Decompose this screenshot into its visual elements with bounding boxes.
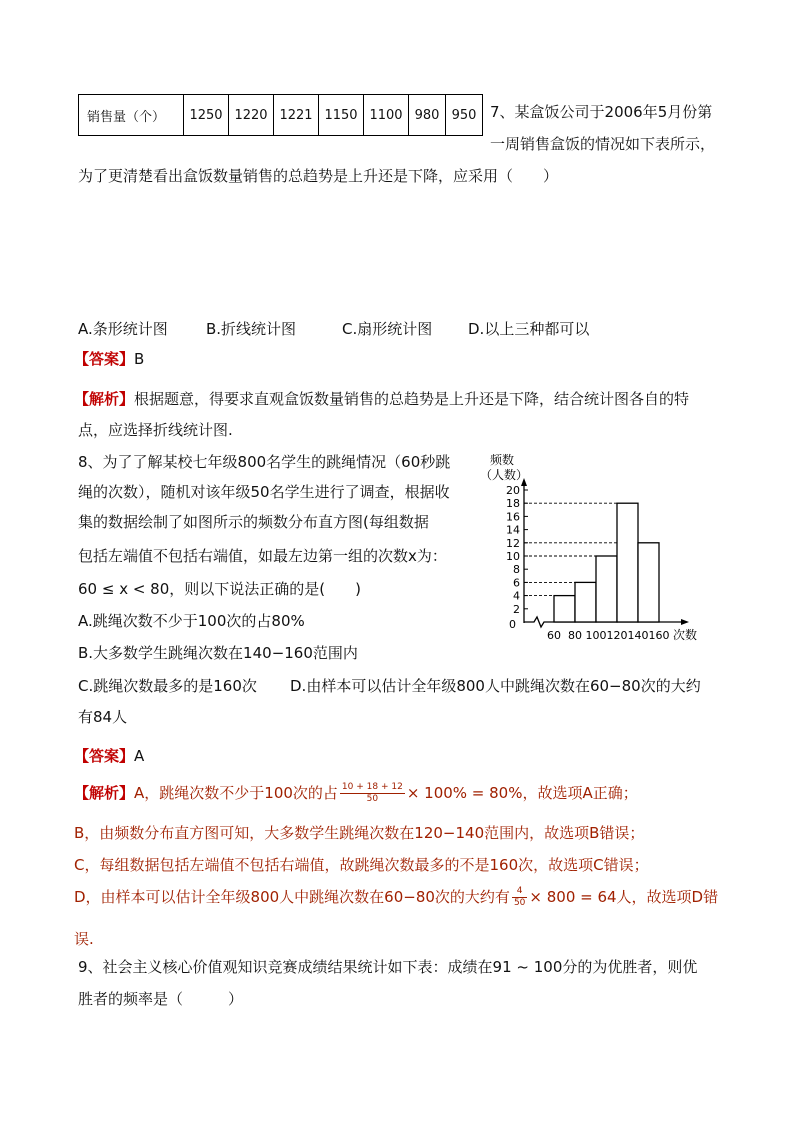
q8-line: 包括左端值不包括右端值，如最左边第一组的次数x为： [78, 547, 447, 565]
table-cell: 980 [409, 95, 446, 136]
x-axis-arrow [681, 619, 689, 625]
answer-value: A [134, 747, 145, 765]
fraction-numerator: 10 + 18 + 12 [341, 782, 403, 792]
q7-option-d: D.以上三种都可以 [468, 320, 590, 338]
q8-line: 集的数据绘制了如图所示的频数分布直方图(每组数据 [78, 513, 429, 531]
analysis-text: × 100% = 80%，故选项A正确； [406, 784, 638, 802]
origin-label: 0 [509, 618, 516, 631]
x-tick-label: 60 [547, 629, 561, 642]
histogram-bar [596, 556, 617, 622]
q8-analysis-a [74, 782, 638, 805]
table-cell: 1221 [274, 95, 319, 136]
fraction [512, 886, 527, 909]
y-tick-label: 4 [513, 589, 520, 603]
analysis-text: D，由样本可以估计全年级800人中跳绳次数在60−80次的大约有 [74, 888, 510, 906]
table-cell: 1250 [184, 95, 229, 136]
q8-answer [74, 745, 144, 766]
sales-table [78, 94, 483, 136]
histogram-bar [638, 543, 659, 622]
answer-value: B [134, 350, 145, 368]
y-tick-label: 12 [506, 536, 520, 550]
x-tick-label: 140 [627, 629, 649, 642]
q9-line2: 胜者的频率是（ ） [78, 990, 244, 1008]
y-tick-label: 14 [506, 523, 520, 537]
y-tick-label: 2 [513, 602, 520, 616]
y-tick-label: 6 [513, 576, 520, 590]
q7-line3: 为了更清楚看出盒饭数量销售的总趋势是上升还是下降，应采用（ ） [78, 167, 559, 185]
q8-line: 60 ≤ x < 80，则以下说法正确的是( ) [78, 580, 361, 598]
histogram-bar [617, 503, 638, 622]
x-tick-label: 100 [585, 629, 607, 642]
q7-answer [74, 348, 144, 369]
fraction-denominator: 50 [366, 794, 379, 804]
table-cell: 1220 [229, 95, 274, 136]
q8-option-c: C.跳绳次数最多的是160次 [78, 677, 257, 695]
analysis-text: × 800 = 64人，故选项D错 [529, 888, 719, 906]
analysis-label: 【解析】 [74, 390, 135, 408]
q8-analysis-c: C，每组数据包括左端值不包括右端值，故跳绳次数最多的不是160次，故选项C错误； [74, 856, 649, 874]
y-tick-label: 20 [506, 484, 520, 497]
q8-analysis-d-cont: 误. [74, 930, 94, 948]
q7-option-a: A.条形统计图 [78, 320, 168, 338]
table-header-cell: 销售量（个） [79, 95, 184, 136]
q7-analysis-line2: 点，应选择折线统计图. [78, 421, 233, 439]
q8-option-b: B.大多数学生跳绳次数在140−160范围内 [78, 644, 358, 662]
q7-line1: 7、某盒饭公司于2006年5月份第 [490, 103, 713, 121]
table-cell: 1100 [364, 95, 409, 136]
q7-option-b: B.折线统计图 [206, 320, 297, 338]
table-cell: 950 [446, 95, 483, 136]
q8-option-d: D.由样本可以估计全年级800人中跳绳次数在60−80次的大约 [290, 677, 701, 695]
frequency-histogram [472, 452, 722, 642]
analysis-label: 【解析】 [74, 784, 135, 802]
fraction [340, 782, 405, 805]
q9-line1: 9、社会主义核心价值观知识竞赛成绩结果统计如下表：成绩在91 ~ 100分的为优胜者，则优 [78, 958, 698, 976]
analysis-text: 根据题意，得要求直观盒饭数量销售的总趋势是上升还是下降，结合统计图各自的特 [134, 390, 690, 408]
fraction-numerator: 4 [512, 886, 527, 898]
answer-label: 【答案】 [74, 350, 135, 368]
table-cell: 1150 [319, 95, 364, 136]
x-axis-label: 次数 [673, 628, 698, 642]
q7-option-c: C.扇形统计图 [342, 320, 433, 338]
x-tick-label: 160 [648, 629, 670, 642]
q8-line: 8、为了了解某校七年级800名学生的跳绳情况（60秒跳 [78, 453, 451, 471]
answer-label: 【答案】 [74, 747, 135, 765]
q8-line: 绳的次数），随机对该年级50名学生进行了调查，根据收 [78, 483, 450, 501]
x-tick-label: 80 [568, 629, 582, 642]
y-axis-label-unit: （人数） [480, 468, 529, 482]
histogram-bar [554, 596, 575, 622]
x-tick-label: 120 [606, 629, 628, 642]
analysis-text: A，跳绳次数不少于100次的占 [134, 784, 338, 802]
y-axis-label: 频数 [490, 453, 515, 467]
y-tick-label: 10 [506, 550, 520, 563]
q8-analysis-b: B，由频数分布直方图可知，大多数学生跳绳次数在120−140范围内，故选项B错误； [74, 824, 645, 842]
q8-analysis-d [74, 886, 718, 909]
fraction-denominator: 50 [513, 898, 526, 908]
q8-option-a: A.跳绳次数不少于100次的占80% [78, 612, 305, 630]
y-tick-label: 18 [506, 497, 520, 511]
y-tick-label: 8 [513, 563, 520, 577]
table-row [79, 95, 483, 136]
q7-line2: 一周销售盒饭的情况如下表所示， [490, 135, 716, 153]
y-tick-label: 16 [506, 510, 520, 524]
q8-option-d-cont: 有84人 [78, 708, 128, 726]
q7-analysis-line1 [74, 388, 689, 409]
histogram-bar [575, 582, 596, 622]
